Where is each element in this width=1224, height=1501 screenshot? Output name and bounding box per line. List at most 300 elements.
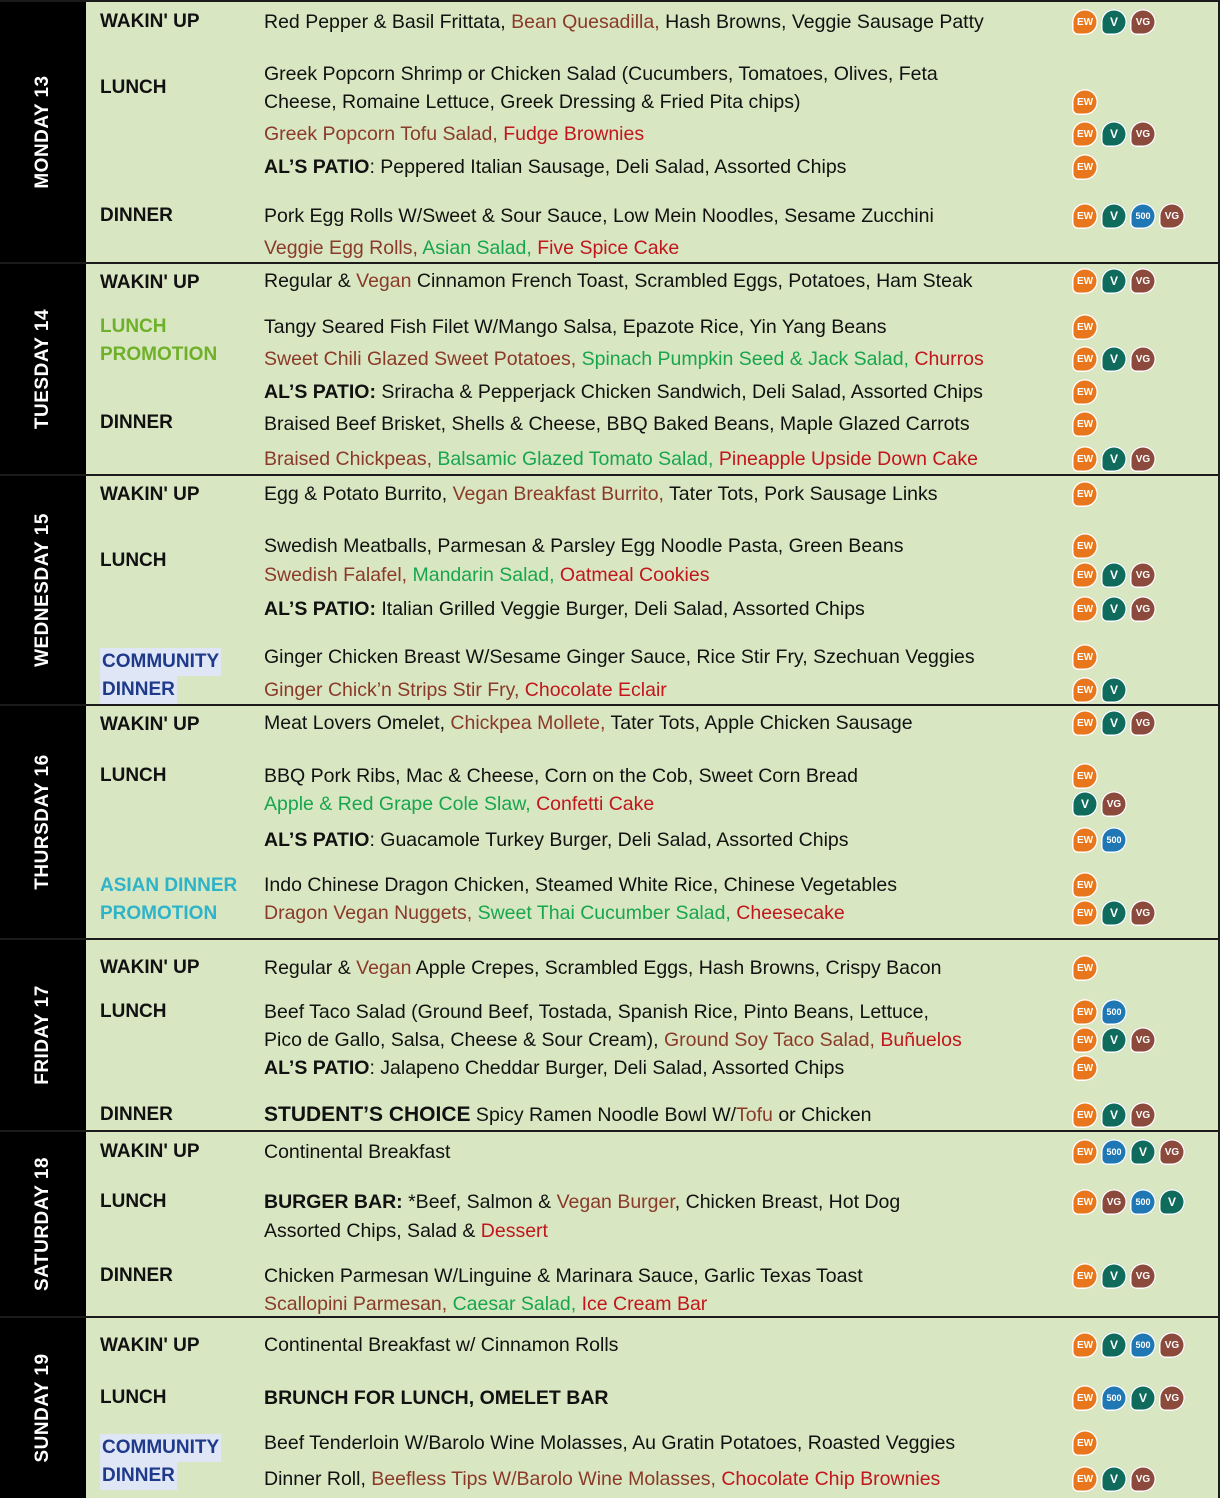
eat-well-icon: EW xyxy=(1072,481,1098,507)
day-section-saturday-18 xyxy=(0,1130,1220,1316)
menu-item-line xyxy=(264,1290,707,1318)
meal-label xyxy=(100,8,200,36)
eat-well-icon: EW xyxy=(1072,346,1098,372)
menu-item-line xyxy=(264,899,845,927)
menu-text: : Guacamole Turkey Burger, Deli Salad, Assorted Chips xyxy=(369,829,849,851)
eat-well-icon: EW xyxy=(1072,533,1098,559)
meal-label xyxy=(100,1332,200,1360)
menu-item-line xyxy=(264,8,984,36)
day-name: SUNDAY 19 xyxy=(32,1353,53,1463)
vegetarian-icon: V xyxy=(1130,1139,1156,1165)
menu-text: BRUNCH FOR LUNCH, OMELET BAR xyxy=(264,1387,609,1409)
menu-item-line xyxy=(264,1262,863,1290)
vegetarian-icon: V xyxy=(1072,791,1098,817)
diet-icons xyxy=(1072,872,1098,898)
meal-label xyxy=(100,202,173,230)
menu-text: : Jalapeno Cheddar Burger, Deli Salad, Assorted Chips xyxy=(369,1057,845,1079)
under-500-icon: 500 xyxy=(1130,203,1156,229)
vegan-icon: VG xyxy=(1130,562,1156,588)
vegetarian-icon: V xyxy=(1101,1332,1127,1358)
menu-text: Pork Egg Rolls W/Sweet & Sour Sauce, Low Mein Noodles, Sesame Zucchini xyxy=(264,205,934,227)
eat-well-icon: EW xyxy=(1072,446,1098,472)
menu-text: Tofu xyxy=(736,1104,773,1126)
menu-text: STUDENT’S CHOICE xyxy=(264,1103,471,1126)
eat-well-icon: EW xyxy=(1072,999,1098,1025)
menu-item-line xyxy=(264,120,644,148)
diet-icons xyxy=(1072,999,1127,1025)
diet-icons xyxy=(1072,411,1098,437)
vegan-icon: VG xyxy=(1130,121,1156,147)
under-500-icon: 500 xyxy=(1130,1189,1156,1215)
vegetarian-icon: V xyxy=(1101,346,1127,372)
meal-label-text: ASIAN DINNER xyxy=(100,875,238,896)
day-label xyxy=(0,476,86,704)
vegetarian-icon: V xyxy=(1101,900,1127,926)
vegetarian-icon: V xyxy=(1101,1466,1127,1492)
menu-text: Red Pepper & Basil Frittata, xyxy=(264,11,512,33)
menu-text: Vegan xyxy=(356,957,412,979)
meal-label-text: COMMUNITY xyxy=(100,648,221,676)
menu-text: Tangy Seared Fish Filet W/Mango Salsa, Epazote Rice, Yin Yang Beans xyxy=(264,316,887,338)
menu-text: AL’S PATIO xyxy=(264,156,370,178)
meal-label-text: PROMOTION xyxy=(100,903,218,924)
meal-label-text: DINNER xyxy=(100,1104,173,1125)
diet-icons xyxy=(1072,314,1098,340)
menu-item-line xyxy=(264,345,984,373)
day-section-tuesday-14 xyxy=(0,262,1220,474)
meal-label-text: DINNER xyxy=(100,1462,177,1490)
diet-icons xyxy=(1072,1332,1185,1358)
diet-icons xyxy=(1072,1385,1185,1411)
vegan-icon: VG xyxy=(1159,203,1185,229)
vegetarian-icon: V xyxy=(1101,9,1127,35)
diet-icons xyxy=(1072,1466,1156,1492)
vegetarian-icon: V xyxy=(1159,1189,1185,1215)
menu-text: Mandarin Salad, xyxy=(412,564,560,586)
vegetarian-icon: V xyxy=(1101,677,1127,703)
eat-well-icon: EW xyxy=(1072,1027,1098,1053)
eat-well-icon: EW xyxy=(1072,1055,1098,1081)
menu-item-line xyxy=(264,1331,618,1359)
menu-text: or Chicken xyxy=(772,1104,872,1126)
eat-well-icon: EW xyxy=(1072,268,1098,294)
menu-text: Braised Chickpeas, xyxy=(264,448,438,470)
meal-label-text: LUNCH xyxy=(100,1001,167,1022)
menu-text: : Peppered Italian Sausage, Deli Salad, Assorted Chips xyxy=(369,156,847,178)
menu-text: Regular & xyxy=(264,270,357,292)
menu-text: Cheese, Romaine Lettuce, Greek Dressing & Fried Pita chips) xyxy=(264,91,801,113)
menu-text: AL’S PATIO: xyxy=(264,598,376,620)
menu-item-line xyxy=(264,1384,608,1412)
menu-text: Asian Salad, xyxy=(422,237,538,259)
diet-icons xyxy=(1072,562,1156,588)
diet-icons xyxy=(1072,533,1098,559)
menu-text: Swedish Falafel, xyxy=(264,564,413,586)
vegetarian-icon: V xyxy=(1101,268,1127,294)
diet-icons xyxy=(1072,1055,1098,1081)
vegetarian-icon: V xyxy=(1101,562,1127,588)
eat-well-icon: EW xyxy=(1072,827,1098,853)
menu-text: Ginger Chicken Breast W/Sesame Ginger Sauce, Rice Stir Fry, Szechuan Veggies xyxy=(264,646,975,668)
diet-icons xyxy=(1072,1139,1185,1165)
day-label xyxy=(0,1132,86,1316)
diet-icons xyxy=(1072,203,1185,229)
menu-item-line xyxy=(264,871,897,899)
menu-text: Regular & xyxy=(264,957,357,979)
meal-label xyxy=(100,409,173,437)
vegan-icon: VG xyxy=(1130,900,1156,926)
diet-icons xyxy=(1072,827,1127,853)
eat-well-icon: EW xyxy=(1072,1102,1098,1128)
menu-text: Dessert xyxy=(480,1220,548,1242)
eat-well-icon: EW xyxy=(1072,1385,1098,1411)
meal-label-text: LUNCH xyxy=(100,550,167,571)
under-500-icon: 500 xyxy=(1101,1385,1127,1411)
vegetarian-icon: V xyxy=(1101,1102,1127,1128)
menu-item-line xyxy=(264,643,975,671)
diet-icons xyxy=(1072,677,1127,703)
menu-text: Tater Tots, Apple Chicken Sausage xyxy=(605,712,913,734)
vegan-icon: VG xyxy=(1130,1466,1156,1492)
menu-text: Beefless Tips W/Barolo Wine Molasses, xyxy=(371,1468,722,1490)
meal-label-text: DINNER xyxy=(100,205,173,226)
eat-well-icon: EW xyxy=(1072,955,1098,981)
eat-well-icon: EW xyxy=(1072,562,1098,588)
menu-text: Scallopini Parmesan, xyxy=(264,1293,453,1315)
under-500-icon: 500 xyxy=(1101,999,1127,1025)
menu-text: Bean Quesadilla, xyxy=(511,11,660,33)
menu-item-line xyxy=(264,1429,955,1457)
vegetarian-icon: V xyxy=(1101,121,1127,147)
meal-label-text: DINNER xyxy=(100,412,173,433)
diet-icons xyxy=(1072,268,1156,294)
menu-text: Churros xyxy=(914,348,984,370)
menu-item-line xyxy=(264,595,865,623)
menu-text: Pico de Gallo, Salsa, Cheese & Sour Cream), xyxy=(264,1029,664,1051)
diet-icons xyxy=(1072,89,1098,115)
diet-icons xyxy=(1072,481,1098,507)
vegetarian-icon: V xyxy=(1101,596,1127,622)
menu-text: Sriracha & Pepperjack Chicken Sandwich, Deli Salad, Assorted Chips xyxy=(375,381,983,403)
diet-icons xyxy=(1072,791,1127,817)
under-500-icon: 500 xyxy=(1101,1139,1127,1165)
diet-icons xyxy=(1072,1430,1098,1456)
menu-text: Five Spice Cake xyxy=(537,237,680,259)
menu-text: Continental Breakfast xyxy=(264,1141,451,1163)
diet-icons xyxy=(1072,710,1156,736)
eat-well-icon: EW xyxy=(1072,203,1098,229)
diet-icons xyxy=(1072,900,1156,926)
eat-well-icon: EW xyxy=(1072,1189,1098,1215)
meal-label-text: WAKIN' UP xyxy=(100,1335,200,1356)
menu-item-line xyxy=(264,1054,844,1082)
meal-label xyxy=(100,1384,167,1412)
vegan-icon: VG xyxy=(1130,710,1156,736)
menu-text: Continental Breakfast w/ Cinnamon Rolls xyxy=(264,1334,619,1356)
menu-item-line xyxy=(264,410,970,438)
meal-label-text: WAKIN' UP xyxy=(100,272,200,293)
day-name: WEDNESDAY 15 xyxy=(32,513,53,667)
meal-label xyxy=(100,481,200,509)
menu-item-line xyxy=(264,378,983,406)
meal-label xyxy=(100,998,167,1026)
eat-well-icon: EW xyxy=(1072,872,1098,898)
meal-label-text: WAKIN' UP xyxy=(100,484,200,505)
vegan-icon: VG xyxy=(1130,1027,1156,1053)
menu-text: Cheesecake xyxy=(736,902,845,924)
menu-text: BBQ Pork Ribs, Mac & Cheese, Corn on the Cob, Sweet Corn Bread xyxy=(264,765,858,787)
menu-text: Beef Taco Salad (Ground Beef, Tostada, Spanish Rice, Pinto Beans, Lettuce, xyxy=(264,1001,929,1023)
menu-text: Vegan Burger xyxy=(556,1191,675,1213)
eat-well-icon: EW xyxy=(1072,1430,1098,1456)
menu-item-line xyxy=(264,1465,940,1493)
menu-item-line xyxy=(264,532,904,560)
menu-text: Apple Crepes, Scrambled Eggs, Hash Browns, Crispy Bacon xyxy=(411,957,942,979)
meal-label xyxy=(100,1434,221,1490)
menu-item-line xyxy=(264,1101,872,1129)
vegan-icon: VG xyxy=(1101,791,1127,817)
day-label xyxy=(0,940,86,1130)
menu-text: Ginger Chick’n Strips Stir Fry, xyxy=(264,679,525,701)
vegetarian-icon: V xyxy=(1101,1263,1127,1289)
meal-label xyxy=(100,1262,173,1290)
diet-icons xyxy=(1072,346,1156,372)
under-500-icon: 500 xyxy=(1130,1332,1156,1358)
vegan-icon: VG xyxy=(1130,596,1156,622)
meal-label-text: LUNCH xyxy=(100,1387,167,1408)
day-section-monday-13 xyxy=(0,0,1220,262)
day-name: FRIDAY 17 xyxy=(32,985,53,1085)
day-section-sunday-19 xyxy=(0,1316,1220,1498)
menu-text: Balsamic Glazed Tomato Salad, xyxy=(437,448,719,470)
day-name: TUESDAY 14 xyxy=(32,308,53,430)
menu-text: Indo Chinese Dragon Chicken, Steamed White Rice, Chinese Vegetables xyxy=(264,874,898,896)
day-section-thursday-16 xyxy=(0,704,1220,938)
eat-well-icon: EW xyxy=(1072,314,1098,340)
meal-label xyxy=(100,1188,167,1216)
eat-well-icon: EW xyxy=(1072,900,1098,926)
day-section-wednesday-15 xyxy=(0,474,1220,704)
menu-text: Hash Browns, Veggie Sausage Patty xyxy=(659,11,984,33)
menu-text: Buñuelos xyxy=(880,1029,962,1051)
eat-well-icon: EW xyxy=(1072,9,1098,35)
meal-label xyxy=(100,711,200,739)
day-name: MONDAY 13 xyxy=(32,75,53,189)
menu-text: Chocolate Chip Brownies xyxy=(721,1468,941,1490)
menu-text: Oatmeal Cookies xyxy=(559,564,710,586)
menu-item-line xyxy=(264,234,679,262)
meal-label-text: DINNER xyxy=(100,676,177,704)
day-label xyxy=(0,1318,86,1498)
menu-item-line xyxy=(264,676,667,704)
menu-item-line xyxy=(264,480,938,508)
menu-text: Cinnamon French Toast, Scrambled Eggs, Potatoes, Ham Steak xyxy=(411,270,973,292)
menu-text: Sweet Thai Cucumber Salad, xyxy=(477,902,737,924)
diet-icons xyxy=(1072,9,1156,35)
diet-icons xyxy=(1072,446,1156,472)
menu-text: Fudge Brownies xyxy=(503,123,645,145)
menu-item-line xyxy=(264,826,849,854)
menu-item-line xyxy=(264,88,801,116)
eat-well-icon: EW xyxy=(1072,710,1098,736)
meal-label-text: PROMOTION xyxy=(100,344,218,365)
meal-label-text: WAKIN' UP xyxy=(100,957,200,978)
menu-item-line xyxy=(264,1188,900,1216)
menu-text: Chickpea Mollete, xyxy=(450,712,606,734)
diet-icons xyxy=(1072,1102,1156,1128)
menu-text: Confetti Cake xyxy=(536,793,655,815)
diet-icons xyxy=(1072,955,1098,981)
menu-text: Vegan xyxy=(356,270,412,292)
menu-item-line xyxy=(264,954,941,982)
menu-text: AL’S PATIO xyxy=(264,1057,370,1079)
menu-text: *Beef, Salmon & xyxy=(408,1191,557,1213)
meal-label xyxy=(100,1138,200,1166)
menu-text: Ice Cream Bar xyxy=(581,1293,708,1315)
diet-icons xyxy=(1072,596,1156,622)
menu-item-line xyxy=(264,313,887,341)
menu-text: Meat Lovers Omelet, xyxy=(264,712,451,734)
eat-well-icon: EW xyxy=(1072,1332,1098,1358)
eat-well-icon: EW xyxy=(1072,121,1098,147)
menu-item-line xyxy=(264,1138,450,1166)
menu-text: BURGER BAR: xyxy=(264,1191,409,1213)
menu-text: Ground Soy Taco Salad, xyxy=(663,1029,881,1051)
menu-text: Caesar Salad, xyxy=(452,1293,582,1315)
meal-label xyxy=(100,1101,173,1129)
meal-label xyxy=(100,872,237,928)
menu-text: Egg & Potato Burrito, xyxy=(264,483,453,505)
meal-label xyxy=(100,762,167,790)
vegan-icon: VG xyxy=(1159,1332,1185,1358)
vegan-icon: VG xyxy=(1130,1102,1156,1128)
menu-text: Italian Grilled Veggie Burger, Deli Salad, Assorted Chips xyxy=(375,598,865,620)
menu-item-line xyxy=(264,790,654,818)
eat-well-icon: EW xyxy=(1072,596,1098,622)
menu-item-line xyxy=(264,267,973,295)
meal-label-text: LUNCH xyxy=(100,765,167,786)
vegetarian-icon: V xyxy=(1101,203,1127,229)
menu-text: Dinner Roll, xyxy=(264,1468,372,1490)
menu-text: Chicken Parmesan W/Linguine & Marinara Sauce, Garlic Texas Toast xyxy=(264,1265,863,1287)
diet-icons xyxy=(1072,1263,1156,1289)
eat-well-icon: EW xyxy=(1072,1139,1098,1165)
day-name: THURSDAY 16 xyxy=(32,754,53,890)
meal-label-text: LUNCH xyxy=(100,77,167,98)
day-label xyxy=(0,264,86,474)
meal-label xyxy=(100,954,200,982)
vegan-icon: VG xyxy=(1130,9,1156,35)
meal-label-text: LUNCH xyxy=(100,1191,167,1212)
menu-text: Greek Popcorn Tofu Salad, xyxy=(264,123,504,145)
eat-well-icon: EW xyxy=(1072,89,1098,115)
meal-label xyxy=(100,547,167,575)
meal-label-text: LUNCH xyxy=(100,316,167,337)
meal-label xyxy=(100,648,221,704)
meal-label xyxy=(100,313,217,369)
vegetarian-icon: V xyxy=(1101,446,1127,472)
menu-text: Assorted Chips, Salad & xyxy=(264,1220,481,1242)
eat-well-icon: EW xyxy=(1072,1466,1098,1492)
diet-icons xyxy=(1072,121,1156,147)
menu-text: Veggie Egg Rolls, xyxy=(264,237,423,259)
eat-well-icon: EW xyxy=(1072,677,1098,703)
menu-item-line xyxy=(264,1217,548,1245)
diet-icons xyxy=(1072,1027,1156,1053)
vegan-icon: VG xyxy=(1130,446,1156,472)
eat-well-icon: EW xyxy=(1072,379,1098,405)
menu-item-line xyxy=(264,153,846,181)
vegan-icon: VG xyxy=(1159,1385,1185,1411)
meal-label xyxy=(100,269,200,297)
meal-label-text: DINNER xyxy=(100,1265,173,1286)
menu-text: Spicy Ramen Noodle Bowl W/ xyxy=(470,1104,737,1126)
menu-text: Vegan Breakfast Burrito, xyxy=(452,483,664,505)
day-label xyxy=(0,706,86,938)
menu-item-line xyxy=(264,1026,962,1054)
menu-text: Braised Beef Brisket, Shells & Cheese, BBQ Baked Beans, Maple Glazed Carrots xyxy=(264,413,970,435)
menu-text: Sweet Chili Glazed Sweet Potatoes, xyxy=(264,348,582,370)
day-name: SATURDAY 18 xyxy=(32,1157,53,1291)
menu-text: Tater Tots, Pork Sausage Links xyxy=(663,483,938,505)
menu-text: Greek Popcorn Shrimp or Chicken Salad (Cucumbers, Tomatoes, Olives, Feta xyxy=(264,63,938,85)
diet-icons xyxy=(1072,1189,1185,1215)
menu-item-line xyxy=(264,762,858,790)
menu-text: Beef Tenderloin W/Barolo Wine Molasses, Au Gratin Potatoes, Roasted Veggies xyxy=(264,1432,956,1454)
vegan-icon: VG xyxy=(1159,1139,1185,1165)
meal-label-text: WAKIN' UP xyxy=(100,11,200,32)
meal-label xyxy=(100,74,167,102)
menu-text: Chocolate Eclair xyxy=(524,679,667,701)
diet-icons xyxy=(1072,763,1098,789)
vegan-icon: VG xyxy=(1130,346,1156,372)
menu-text: AL’S PATIO: xyxy=(264,381,376,403)
menu-text: Dragon Vegan Nuggets, xyxy=(264,902,478,924)
vegan-icon: VG xyxy=(1101,1189,1127,1215)
diet-icons xyxy=(1072,379,1098,405)
menu-item-line xyxy=(264,998,929,1026)
menu-item-line xyxy=(264,60,938,88)
vegan-icon: VG xyxy=(1130,268,1156,294)
menu-text: Spinach Pumpkin Seed & Jack Salad, xyxy=(581,348,915,370)
menu-item-line xyxy=(264,202,934,230)
vegetarian-icon: V xyxy=(1101,1027,1127,1053)
menu-item-line xyxy=(264,561,710,589)
eat-well-icon: EW xyxy=(1072,154,1098,180)
menu-text: , Chicken Breast, Hot Dog xyxy=(674,1191,901,1213)
menu-text: Apple & Red Grape Cole Slaw, xyxy=(264,793,537,815)
diet-icons xyxy=(1072,644,1098,670)
meal-label-text: WAKIN' UP xyxy=(100,1141,200,1162)
meal-label-text: COMMUNITY xyxy=(100,1434,221,1462)
under-500-icon: 500 xyxy=(1101,827,1127,853)
menu-item-line xyxy=(264,445,978,473)
menu-text: AL’S PATIO xyxy=(264,829,370,851)
meal-label-text: WAKIN' UP xyxy=(100,714,200,735)
eat-well-icon: EW xyxy=(1072,1263,1098,1289)
vegan-icon: VG xyxy=(1130,1263,1156,1289)
day-label xyxy=(0,2,86,262)
menu-text: Swedish Meatballs, Parmesan & Parsley Egg Noodle Pasta, Green Beans xyxy=(264,535,904,557)
menu-text: Pineapple Upside Down Cake xyxy=(718,448,978,470)
eat-well-icon: EW xyxy=(1072,411,1098,437)
eat-well-icon: EW xyxy=(1072,644,1098,670)
vegetarian-icon: V xyxy=(1130,1385,1156,1411)
eat-well-icon: EW xyxy=(1072,763,1098,789)
day-section-friday-17 xyxy=(0,938,1220,1130)
diet-icons xyxy=(1072,154,1098,180)
vegetarian-icon: V xyxy=(1101,710,1127,736)
